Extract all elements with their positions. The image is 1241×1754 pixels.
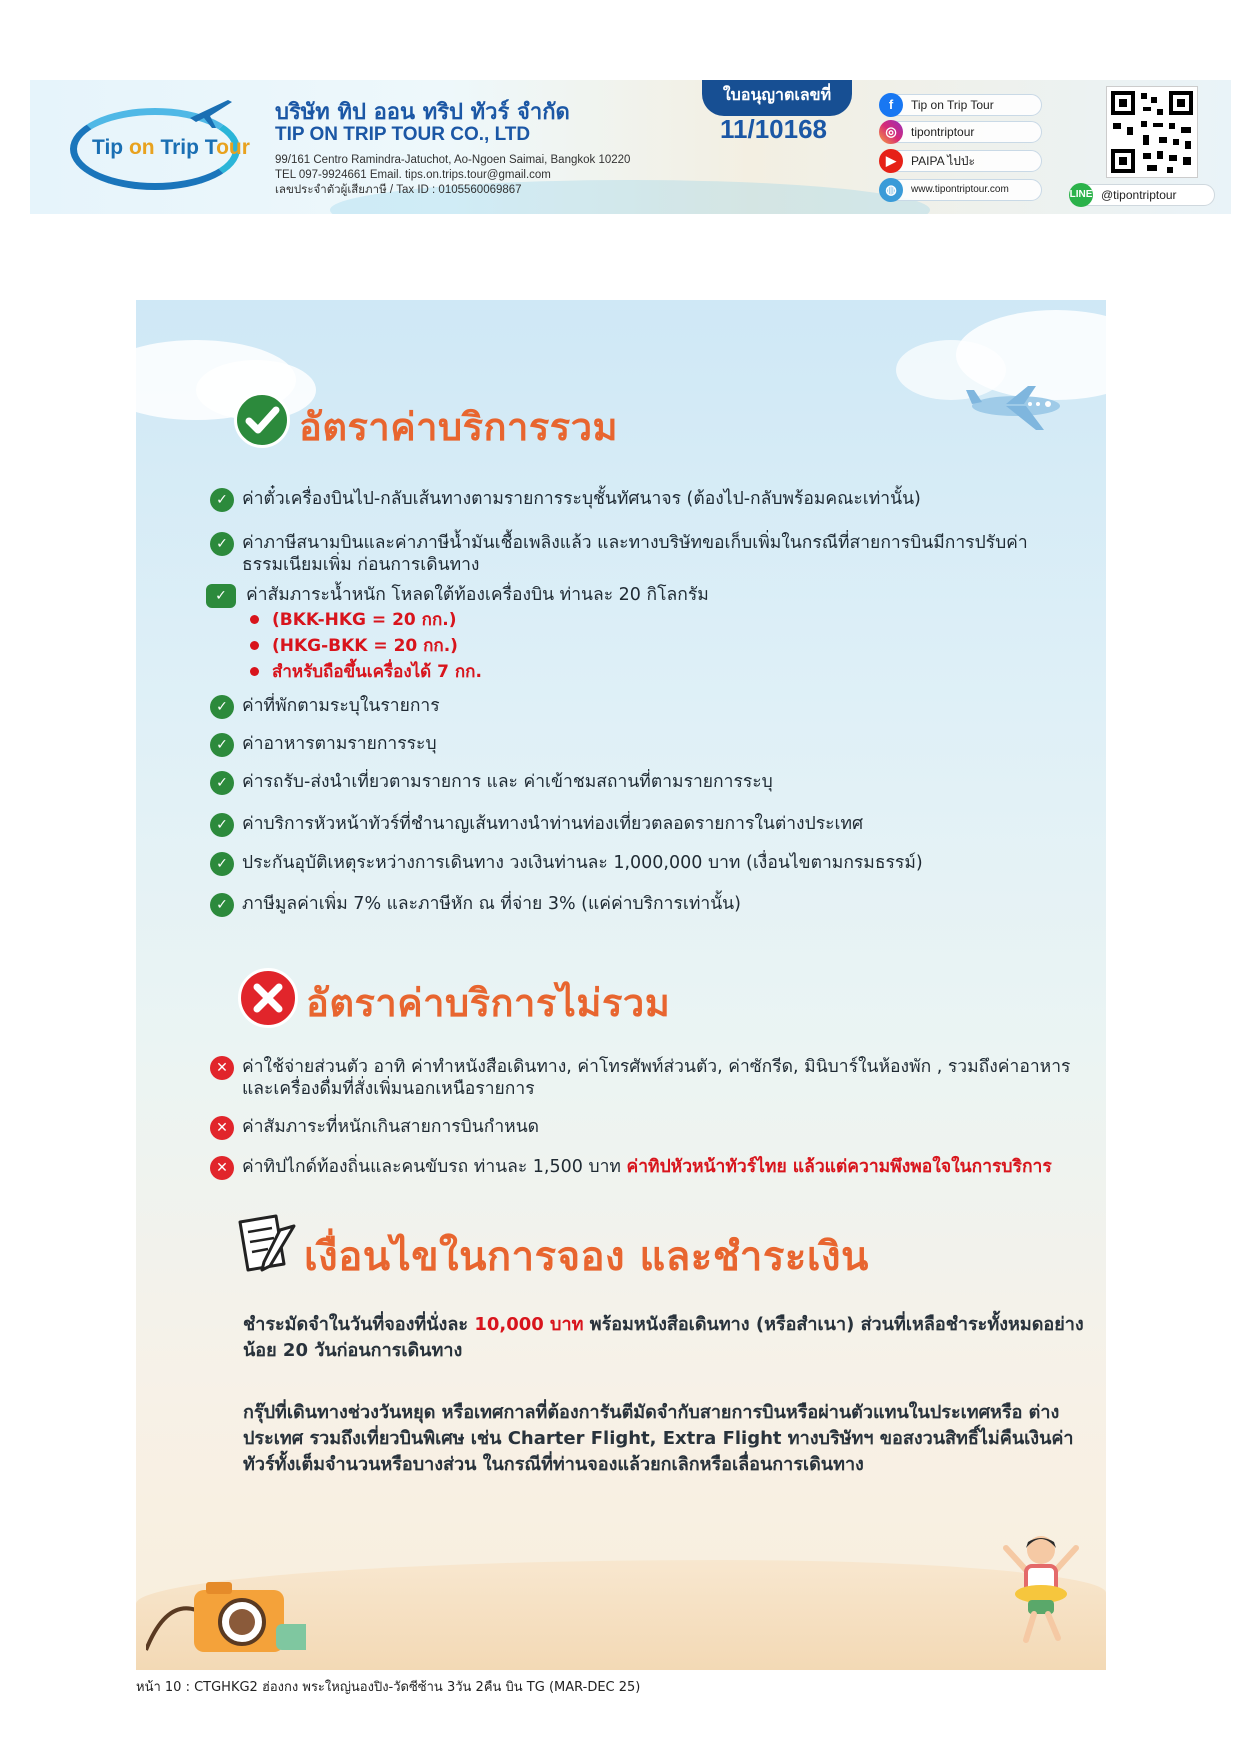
included-list xyxy=(210,532,1090,576)
check-icon: ✓ xyxy=(210,532,234,556)
instagram-icon: ◎ xyxy=(879,120,903,144)
list-item: ✓ ค่าสัมภาระน้ำหนัก โหลดใต้ท้องเครื่องบิน ท่านละ 20 กิโลกรัม xyxy=(206,584,1086,606)
check-icon: ✓ xyxy=(210,852,234,876)
airplane-illustration xyxy=(966,380,1066,436)
included-list xyxy=(210,893,1090,915)
check-icon: ✓ xyxy=(210,771,234,795)
logo-plane-icon xyxy=(188,94,234,130)
included-list xyxy=(210,488,1090,510)
check-circle-icon xyxy=(234,392,290,448)
company-logo xyxy=(70,94,250,198)
check-icon: ✓ xyxy=(210,695,234,719)
included-list xyxy=(210,733,1090,755)
booking-title: เงื่อนไขในการจอง และชำระเงิน xyxy=(304,1234,869,1280)
company-name-thai: บริษัท ทิป ออน ทริป ทัวร์ จำกัด xyxy=(275,100,570,125)
social-youtube[interactable] xyxy=(882,150,1042,172)
line-icon: LINE xyxy=(1069,183,1093,207)
list-item: ✓ ประกันอุบัติเหตุระหว่างการเดินทาง วงเงินท่านละ 1,000,000 บาท (เงื่อนไขตามกรมธรรม์) xyxy=(210,852,1090,874)
cross-icon: ✕ xyxy=(210,1116,234,1140)
page-footer: หน้า 10 : CTGHKG2 ฮ่องกง พระใหญ่นองปิง-วัดซีซ้าน 3วัน 2คืน บิน TG (MAR-DEC 25) xyxy=(136,1680,641,1695)
social-line[interactable] xyxy=(1070,184,1215,206)
excluded-title: อัตราค่าบริการไม่รวม xyxy=(306,981,671,1025)
included-list xyxy=(210,813,1090,835)
company-tax-id: เลขประจำตัวผู้เสียภาษี / Tax ID : 0105560069867 xyxy=(275,184,522,196)
qr-code-icon xyxy=(1107,87,1197,177)
globe-icon: ◍ xyxy=(879,178,903,202)
social-facebook[interactable] xyxy=(882,94,1042,116)
list-item: ✕ ค่าใช้จ่ายส่วนตัว อาทิ ค่าทำหนังสือเดินทาง, ค่าโทรศัพท์ส่วนตัว, ค่าซักรีด, มินิบาร์ในห้องพัก , รวมถึงค่าอาหารและเครื่องดื่มที่สั่งเพิ่มนอกเหนือรายการ xyxy=(210,1056,1090,1100)
youtube-icon: ▶ xyxy=(879,149,903,173)
check-icon: ✓ xyxy=(210,733,234,757)
list-item: ✓ ค่าอาหารตามรายการระบุ xyxy=(210,733,1090,755)
social-facebook-label: Tip on Trip Tour xyxy=(911,98,994,112)
excluded-list xyxy=(210,1116,1090,1138)
child-illustration xyxy=(996,1530,1086,1650)
cross-icon: ✕ xyxy=(210,1156,234,1180)
list-item: ✓ ค่าตั๋วเครื่องบินไป-กลับเส้นทางตามรายการระบุชั้นทัศนาจร (ต้องไป-กลับพร้อมคณะเท่านั้น) xyxy=(210,488,1090,510)
social-instagram-label: tipontriptour xyxy=(911,125,975,139)
excluded-list xyxy=(210,1156,1090,1178)
qr-code xyxy=(1106,86,1198,178)
social-website[interactable] xyxy=(882,179,1042,201)
included-list xyxy=(206,584,1086,606)
company-name-english: TIP ON TRIP TOUR CO., LTD xyxy=(275,124,531,145)
excluded-list xyxy=(210,1056,1090,1100)
social-website-label: www.tipontriptour.com xyxy=(911,184,1009,195)
list-item: ✓ ค่าที่พักตามระบุในรายการ xyxy=(210,695,1090,717)
header-banner xyxy=(30,80,1231,214)
list-item: ✕ ค่าทิปไกด์ท้องถิ่นและคนขับรถ ท่านละ 1,500 บาท ค่าทิปหัวหน้าทัวร์ไทย แล้วแต่ความพึงพอใจในการบริการ xyxy=(210,1156,1090,1178)
included-list xyxy=(210,771,1090,793)
social-line-label: @tipontriptour xyxy=(1101,188,1177,202)
social-instagram[interactable] xyxy=(882,121,1042,143)
included-list xyxy=(210,852,1090,874)
social-youtube-label: PAIPA ไปป่ะ xyxy=(911,154,975,168)
list-item: ✓ ค่าภาษีสนามบินและค่าภาษีน้ำมันเชื้อเพลิงแล้ว และทางบริษัทขอเก็บเพิ่มในกรณีที่สายการบินมีการปรับค่าธรรมเนียมเพิ่ม ก่อนการเดินทาง xyxy=(210,532,1090,576)
company-address: 99/161 Centro Ramindra-Jatuchot, Ao-Ngoen Saimai, Bangkok 10220 xyxy=(275,154,631,166)
license-label: ใบอนุญาตเลขที่ xyxy=(702,80,852,116)
list-item: ✓ ค่าบริการหัวหน้าทัวร์ที่ชำนาญเส้นทางนำท่านท่องเที่ยวตลอดรายการในต่างประเทศ xyxy=(210,813,1090,835)
check-icon: ✓ xyxy=(206,584,236,608)
list-item: (HKG-BKK = 20 กก.) xyxy=(248,633,482,659)
logo-text: Tip on Trip Tour xyxy=(92,136,250,159)
list-item: (BKK-HKG = 20 กก.) xyxy=(248,607,482,633)
included-title: อัตราค่าบริการรวม xyxy=(299,405,619,449)
camera-illustration xyxy=(146,1570,306,1670)
cross-circle-icon xyxy=(238,968,298,1028)
baggage-notes xyxy=(248,607,482,685)
included-list xyxy=(210,695,1090,717)
list-item: ✓ ค่ารถรับ-ส่งนำเที่ยวตามรายการ และ ค่าเข้าชมสถานที่ตามรายการระบุ xyxy=(210,771,1090,793)
document-pen-icon xyxy=(232,1212,300,1278)
check-icon: ✓ xyxy=(210,893,234,917)
company-address-block xyxy=(275,153,630,198)
cross-icon: ✕ xyxy=(210,1056,234,1080)
license-number: 11/10168 xyxy=(720,114,828,144)
check-icon: ✓ xyxy=(210,488,234,512)
check-icon: ✓ xyxy=(210,813,234,837)
company-contact: TEL 097-9924661 Email. tips.on.trips.tour@gmail.com xyxy=(275,169,551,181)
booking-refund-paragraph: กรุ๊ปที่เดินทางช่วงวันหยุด หรือเทศกาลที่ต้องการันตีมัดจำกับสายการบินหรือผ่านตัวแทนในประเทศหรือ ต่างประเทศ รวมถึงเที่ยวบินพิเศษ เช่น Charter Flight, Extra Flight ทางบริษัทฯ ขอสงวนสิทธิ์ไม่คืนเงินค่าทัวร์ทั้งเต็มจำนวนหรือบางส่วน ในกรณีที่ท่านจองแล้วยกเลิกหรือเลื่อนการเดินทาง xyxy=(243,1402,1074,1475)
list-item: ✓ ภาษีมูลค่าเพิ่ม 7% และภาษีหัก ณ ที่จ่าย 3% (แค่ค่าบริการเท่านั้น) xyxy=(210,893,1090,915)
booking-deposit-paragraph: ชำระมัดจำในวันที่จองที่นั่งละ 10,000 บาท พร้อมหนังสือเดินทาง (หรือสำเนา) ส่วนที่เหลือชำระทั้งหมดอย่างน้อย 20 วันก่อนการเดินทาง xyxy=(243,1314,1084,1361)
list-item: ✕ ค่าสัมภาระที่หนักเกินสายการบินกำหนด xyxy=(210,1116,1090,1138)
facebook-icon: f xyxy=(879,93,903,117)
list-item: สำหรับถือขึ้นเครื่องได้ 7 กก. xyxy=(248,659,482,685)
content-card xyxy=(136,300,1106,1670)
